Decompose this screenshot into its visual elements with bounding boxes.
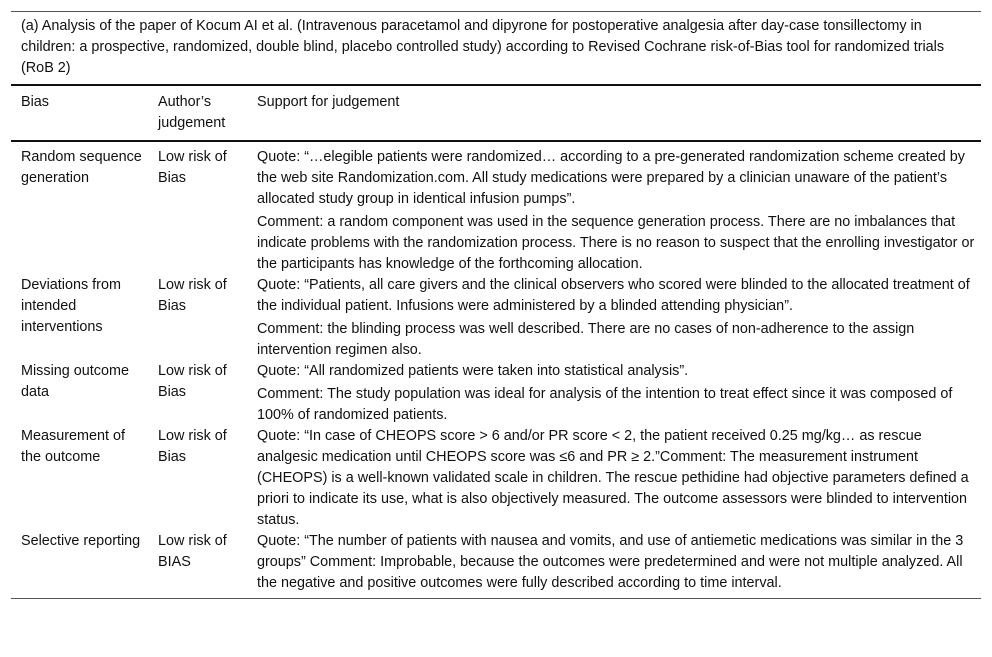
table-row (11, 275, 981, 361)
table-caption: (a) Analysis of the paper of Kocum AI et al. (Intravenous paracetamol and dipyrone for postoperative analgesia after day-case tonsillectomy in children: a prospective, randomized, double blind, placebo controlled study) according to Revised Cochrane risk-of-Bias tool for randomized trials (RoB 2) (11, 11, 981, 86)
header-bias: Bias (11, 86, 148, 141)
table-row (11, 141, 981, 275)
quote-text: Quote: “Patients, all care givers and the clinical observers who scored were blinded to the allocated treatment of the individual patient. Infusions were administered by a blinded attending physician”. (257, 277, 970, 314)
table-row (11, 531, 981, 598)
support-cell (247, 361, 981, 426)
rob-table (11, 86, 981, 598)
table-body-wrapper (11, 86, 981, 599)
quote-text: Quote: “All randomized patients were taken into statistical analysis”. (257, 363, 689, 379)
support-cell (247, 426, 981, 531)
judgement-cell: Low risk of Bias (158, 428, 227, 465)
judgement-cell: Low risk of BIAS (158, 533, 227, 570)
support-cell (247, 275, 981, 361)
comment-text: Comment: a random component was used in the sequence generation process. There are no imbalances that indicate problems with the randomization process. There is no reason to suspect that the enrolling investigator or the participants has knowledge of the forthcoming allocation. (257, 214, 975, 272)
bias-cell: Selective reporting (21, 533, 141, 549)
quote-text: Quote: “In case of CHEOPS score > 6 and/or PR score < 2, the patient received 0.25 mg/kg… as rescue analgesic medication until CHEOPS score was ≤6 and PR ≥ 2.”Comment: The measurement instrument (CHEOPS) is a well-known validated scale in children. The rescue pethidine had objective parameters defined a priori to indicate its use, what is also objectively measured. The outcome assessors were blinded to intervention status. (257, 428, 969, 528)
bias-cell: Deviations from intended interventions (21, 277, 121, 335)
support-cell (247, 531, 981, 598)
judgement-cell: Low risk of Bias (158, 149, 227, 186)
header-support: Support for judgement (247, 86, 981, 141)
comment-text: Comment: The study population was ideal for analysis of the intention to treat effect since it was composed of 100% of randomized patients. (257, 386, 953, 423)
rob-table-container (11, 11, 981, 599)
judgement-cell: Low risk of Bias (158, 363, 227, 400)
judgement-cell: Low risk of Bias (158, 277, 227, 314)
bias-cell: Random sequence generation (21, 149, 142, 186)
support-cell (247, 141, 981, 275)
bias-cell: Measurement of the outcome (21, 428, 125, 465)
table-row (11, 426, 981, 531)
header-judgement: Author’s judgement (148, 86, 247, 141)
quote-text: Quote: “The number of patients with nausea and vomits, and use of antiemetic medications was similar in the 3 groups” Comment: Improbable, because the outcomes were predetermined and were not multiple analyzed. All the negative and positive outcomes were fully described according to time interval. (257, 533, 964, 591)
table-row (11, 361, 981, 426)
bias-cell: Missing outcome data (21, 363, 129, 400)
quote-text: Quote: “…elegible patients were randomized… according to a pre-generated randomization scheme created by the web site Randomization.com. All study medications were prepared by a clinician unaware of the patient’s allocated study group in identical infusion pumps”. (257, 149, 965, 207)
comment-text: Comment: the blinding process was well described. There are no cases of non-adherence to the assign intervention regimen also. (257, 321, 915, 358)
header-row (11, 86, 981, 141)
